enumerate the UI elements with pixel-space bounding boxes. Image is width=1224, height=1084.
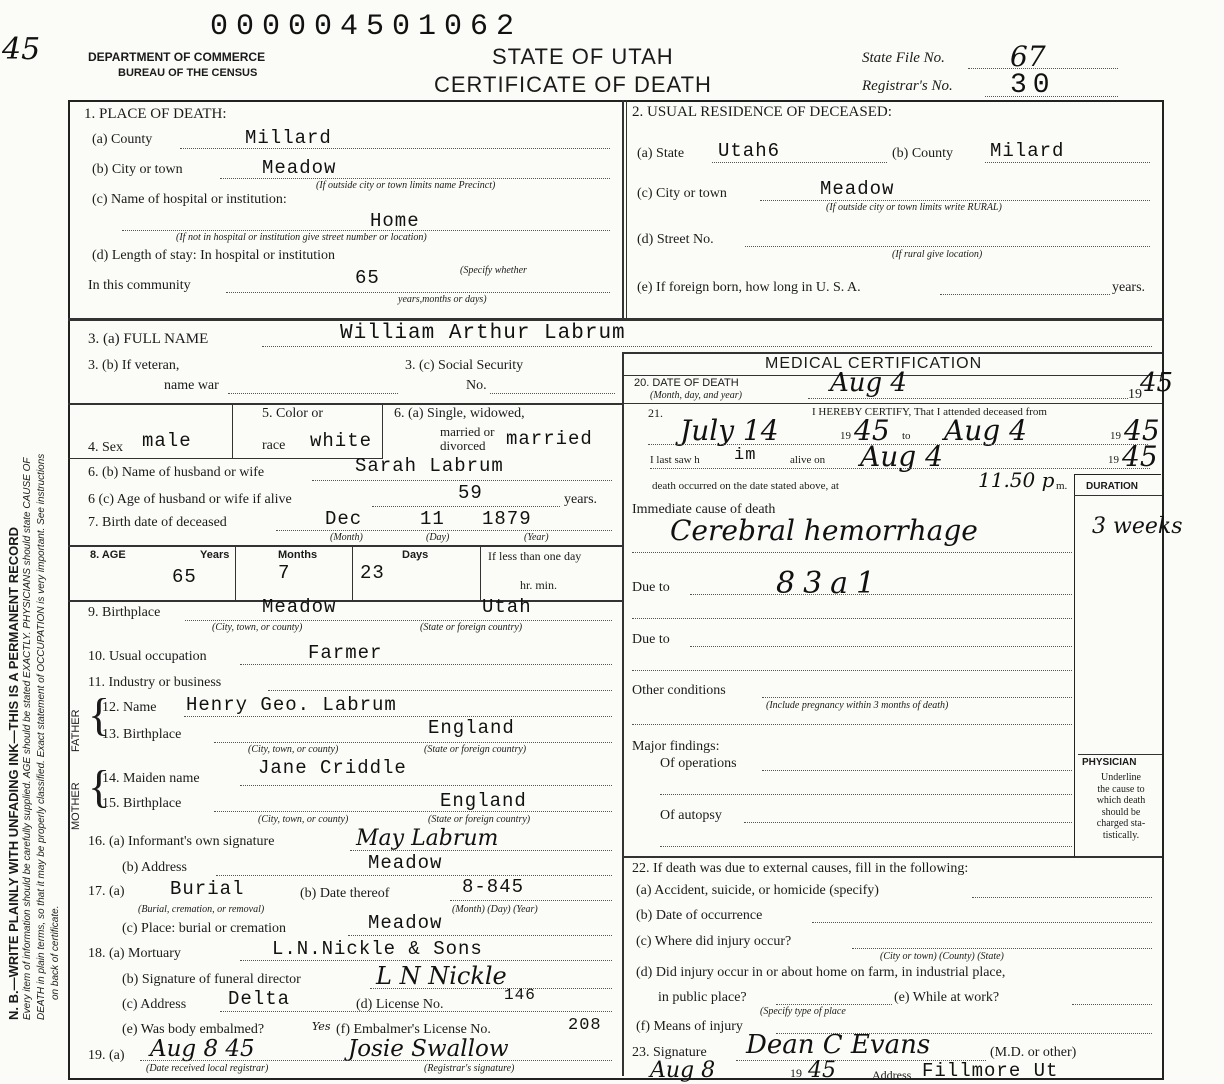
signature-address-label: Address	[872, 1068, 912, 1082]
mother-brace: {	[88, 761, 111, 812]
occupation-label: 10. Usual occupation	[88, 649, 207, 664]
spouse-age-unit: years.	[564, 492, 598, 507]
community-label: In this community	[88, 278, 191, 293]
burial-type-note: (Burial, cremation, or removal)	[138, 904, 265, 915]
informant-address: Meadow	[368, 852, 443, 874]
attended-from: July 14	[680, 414, 779, 447]
mother-birth-line	[214, 811, 612, 812]
county-line	[180, 148, 610, 149]
res-street-label: (d) Street No.	[637, 232, 714, 247]
age-days-label: Days	[402, 549, 429, 561]
dod-line	[808, 398, 1128, 399]
color-label: 5. Color or	[262, 406, 324, 421]
physician-box-line: should be	[1101, 806, 1141, 818]
stay-label: (d) Length of stay: In hospital or institution	[92, 248, 336, 263]
ss-no-label: No.	[466, 378, 487, 393]
external-d-label: (d) Did injury occur in or about home on farm, in industrial place,	[636, 965, 1006, 980]
city-value: Meadow	[262, 157, 337, 179]
autopsy-line	[744, 822, 1072, 823]
due1-code: 83a1	[776, 566, 884, 601]
external-e-label: (e) While at work?	[894, 990, 1000, 1005]
from-prefix: 19	[840, 430, 851, 442]
birth-day: 11	[420, 508, 445, 530]
res-years-label: years.	[1112, 280, 1146, 295]
other-note: (Include pregnancy within 3 months of death)	[766, 700, 949, 711]
burial-place-label: (c) Place: burial or cremation	[122, 921, 287, 936]
full-name-label: 3. (a) FULL NAME	[88, 331, 209, 347]
ymd-note: years,months or days)	[398, 294, 487, 305]
burial-place-line	[348, 935, 612, 936]
father-state-note: (State or foreign country)	[424, 744, 527, 755]
age-divider-3	[480, 545, 481, 600]
ss-line	[490, 393, 615, 394]
age-years-label: Years	[200, 549, 230, 561]
birth-month-note: (Month)	[330, 532, 363, 543]
res-city-value: Meadow	[820, 178, 895, 200]
last-saw-label: I last saw h	[650, 454, 700, 466]
autopsy-line-2	[660, 846, 1072, 847]
birthplace-city: Meadow	[262, 596, 337, 618]
mortuary-address-line	[220, 1011, 612, 1012]
informant-line	[350, 850, 612, 851]
full-name-value: William Arthur Labrum	[340, 322, 626, 345]
informant-address-label: (b) Address	[122, 860, 187, 875]
marital-value: married	[506, 428, 593, 450]
county-value: Millard	[245, 127, 332, 149]
father-birth-line	[214, 742, 612, 743]
mother-name-label: 14. Maiden name	[102, 771, 200, 786]
age-hr-min-label: hr. min.	[520, 578, 558, 592]
age-label: 8. AGE	[90, 549, 126, 561]
due1-line-2	[632, 618, 1072, 619]
operations-label: Of operations	[660, 756, 737, 771]
due2-line-2	[632, 670, 1072, 671]
res-city-note: (If outside city or town limits write RURAL)	[826, 202, 1002, 213]
director-line	[370, 988, 612, 989]
dod-year-prefix: 19	[1128, 387, 1142, 402]
immediate-label: Immediate cause of death	[632, 502, 776, 517]
place-type-note: (Specify type of place	[760, 1006, 846, 1017]
divider-birthplace-row	[68, 600, 624, 602]
spouse-age-value: 59	[458, 482, 483, 504]
external-c-line	[852, 948, 1152, 949]
m-label: m.	[1056, 480, 1068, 492]
mortuary-value: L.N.Nickle & Sons	[272, 938, 483, 960]
to-year: 45	[1124, 414, 1160, 447]
burial-label: 17. (a)	[88, 884, 125, 899]
registrar-sig-note: (Registrar's signature)	[424, 1063, 515, 1074]
physician-box-line: charged sta-	[1096, 818, 1146, 829]
age-months-label: Months	[278, 549, 318, 561]
cert-title: CERTIFICATE OF DEATH	[434, 72, 712, 97]
father-city-note: (City, town, or county)	[248, 744, 339, 755]
due2-label: Due to	[632, 632, 670, 647]
age-years: 65	[172, 566, 197, 588]
death-time: 11.50 p	[978, 468, 1055, 492]
external-a-label: (a) Accident, suicide, or homicide (specify)	[636, 883, 879, 898]
father-name-line	[184, 716, 612, 717]
date-received-note: (Date received local registrar)	[146, 1063, 269, 1074]
residence-title: 2. USUAL RESIDENCE OF DECEASED:	[632, 104, 892, 120]
mortuary-address: Delta	[228, 988, 291, 1010]
sex-value: male	[142, 430, 192, 452]
divorced-label: divorced	[440, 438, 486, 453]
margin-mark: 45	[2, 32, 41, 67]
state-title: STATE OF UTAH	[492, 44, 674, 69]
father-side-label: FATHER	[70, 709, 82, 752]
dept-line-2: BUREAU OF THE CENSUS	[118, 67, 258, 79]
physician-box-line: tistically.	[1102, 829, 1140, 841]
burial-mdy-note: (Month) (Day) (Year)	[452, 904, 538, 915]
res-street-note: (If rural give location)	[892, 249, 983, 260]
res-county-label: (b) County	[892, 146, 954, 161]
signature-year-prefix: 19	[790, 1066, 802, 1080]
divider-name-row	[68, 318, 1162, 321]
immediate-cause: Cerebral hemorrhage	[670, 514, 978, 547]
res-county-value: Milard	[990, 140, 1065, 162]
registrar-label: Registrar's No.	[862, 78, 953, 94]
burial-place: Meadow	[368, 912, 443, 934]
res-street-line	[745, 246, 1150, 247]
age-days: 23	[360, 562, 385, 584]
operations-line	[762, 770, 1072, 771]
place-of-death-title: 1. PLACE OF DEATH:	[84, 106, 227, 122]
due2-line	[690, 646, 1072, 647]
state-file-line	[968, 68, 1118, 69]
external-f-label: (f) Means of injury	[636, 1019, 743, 1034]
sidebar-instructions-2: DEATH in plain terms, so that it may be properly classified. Exact statement of OCCUPATION is very important. See instructions	[36, 453, 47, 1020]
to-label: to	[902, 430, 911, 442]
city-label: (b) City or town	[92, 162, 183, 177]
community-line	[226, 292, 610, 293]
cert-text: I HEREBY CERTIFY, That I attended deceased from	[812, 406, 1047, 418]
attended-to: Aug 4	[944, 414, 1027, 447]
mortuary-address-label: (c) Address	[122, 997, 187, 1012]
from-year: 45	[854, 414, 890, 447]
mother-name: Jane Criddle	[258, 757, 407, 779]
father-name-label: 12. Name	[102, 700, 157, 715]
to-prefix: 19	[1110, 430, 1121, 442]
marital-label: 6. (a) Single, widowed,	[394, 406, 525, 421]
external-d2-line	[776, 1004, 892, 1005]
birthplace-label: 9. Birthplace	[88, 605, 161, 620]
state-file-label: State File No.	[862, 50, 945, 66]
burial-date-label: (b) Date thereof	[300, 886, 390, 901]
industry-line	[268, 690, 612, 691]
director-label: (b) Signature of funeral director	[122, 972, 301, 987]
immediate-duration: 3 weeks	[1092, 514, 1183, 539]
dod-year: 45	[1140, 368, 1174, 398]
informant-signature: May Labrum	[356, 826, 499, 851]
city-note: (If outside city or town limits name Precinct)	[316, 180, 496, 191]
registrar-line-19	[140, 1060, 612, 1061]
embalmer-license: 208	[568, 1016, 602, 1035]
external-a-line	[972, 897, 1152, 898]
date-received: Aug 8 45	[150, 1036, 255, 1062]
physician-box-title: PHYSICIAN	[1082, 757, 1137, 768]
physician-box-text	[1084, 772, 1158, 841]
last-prefix: 19	[1108, 454, 1119, 466]
divider-medical-vertical	[622, 352, 624, 1076]
res-state-line	[712, 162, 887, 163]
birth-year: 1879	[482, 508, 532, 530]
race-label: race	[262, 438, 286, 453]
due1-line	[690, 594, 1072, 595]
medical-title: MEDICAL CERTIFICATION	[765, 355, 983, 372]
burial-value: Burial	[170, 878, 245, 900]
last-year: 45	[1122, 440, 1158, 473]
signature-date: Aug 8	[650, 1058, 716, 1083]
registrar-section-label: 19. (a)	[88, 1048, 125, 1063]
birthplace-state: Utah	[482, 596, 532, 618]
divider-age-row	[68, 545, 624, 547]
license-value: 146	[504, 986, 536, 1004]
other-line-2	[632, 724, 1072, 725]
city-line	[220, 178, 610, 179]
major-label: Major findings:	[632, 739, 720, 754]
md-label: (M.D. or other)	[990, 1045, 1077, 1060]
spouse-age-label: 6 (c) Age of husband or wife if alive	[88, 492, 292, 507]
spouse-value: Sarah Labrum	[355, 455, 504, 477]
birthplace-line	[185, 620, 612, 621]
father-birth: England	[428, 717, 515, 739]
informant-label: 16. (a) Informant's own signature	[88, 834, 275, 849]
physician-box-line: which death	[1096, 795, 1146, 806]
divider-top-vertical	[622, 100, 624, 318]
last-saw-line	[650, 468, 1150, 469]
dod-value: Aug 4	[830, 368, 907, 398]
divider-top-vertical-2	[626, 100, 627, 318]
hospital-line	[122, 230, 610, 231]
sidebar-instructions-3: on back of certificate.	[50, 905, 61, 1000]
name-war-label: name war	[164, 378, 219, 393]
county-label: (a) County	[92, 132, 153, 147]
age-months: 7	[278, 562, 291, 584]
age-divider-2	[352, 545, 353, 600]
hospital-value: Home	[370, 210, 420, 232]
due1-label: Due to	[632, 580, 670, 595]
immediate-line	[632, 552, 1072, 553]
res-state-value: Utah6	[718, 140, 781, 162]
external-c-label: (c) Where did injury occur?	[636, 934, 792, 949]
birth-month: Dec	[325, 508, 363, 530]
divider-race-marital	[382, 403, 383, 459]
name-war-line	[228, 393, 398, 394]
race-value: white	[310, 430, 373, 452]
signature-label: 23. Signature	[632, 1045, 707, 1060]
spouse-age-line	[372, 506, 560, 507]
external-e-line	[1072, 1004, 1152, 1005]
state-file-value: 67	[1010, 40, 1046, 73]
occupation-line	[240, 664, 612, 665]
physician-box-line: the cause to	[1097, 783, 1145, 795]
external-b-line	[812, 922, 1152, 923]
embalmer-label: (f) Embalmer's License No.	[336, 1022, 491, 1037]
last-saw-him: im	[734, 446, 757, 465]
divider-sex-race	[232, 403, 233, 459]
duration-header-line	[1074, 495, 1162, 496]
sidebar-warning: N. B.—WRITE PLAINLY WITH UNFADING INK—THIS IS A PERMANENT RECORD	[6, 526, 21, 1020]
mother-state-note: (State or foreign country)	[428, 814, 531, 825]
mother-side-label: MOTHER	[70, 782, 82, 830]
res-foreign-label: (e) If foreign born, how long in U. S. A.	[637, 280, 861, 295]
sidebar-instructions-1: Every item of information should be carefully supplied. AGE should be stated EXACTLY. PHYSICIANS should state CAUSE OF	[22, 457, 33, 1020]
birth-year-note: (Year)	[524, 532, 549, 543]
spouse-line	[312, 480, 612, 481]
signature-address: Fillmore Ut	[922, 1060, 1059, 1082]
birth-day-note: (Day)	[426, 532, 450, 543]
operations-line-2	[660, 794, 1072, 795]
external-b-label: (b) Date of occurrence	[636, 908, 763, 923]
occupation-value: Farmer	[308, 642, 383, 664]
married-label: married or	[440, 424, 495, 439]
dod-note: (Month, day, and year)	[650, 390, 742, 401]
father-birth-label: 13. Birthplace	[102, 727, 182, 742]
divider-sex-bottom	[68, 458, 383, 459]
birthplace-state-note: (State or foreign country)	[420, 622, 523, 633]
res-state-label: (a) State	[637, 146, 685, 161]
file-number: 000004501062	[210, 10, 523, 44]
res-foreign-line	[940, 294, 1110, 295]
external-c-note: (City or town) (County) (State)	[880, 951, 1004, 962]
duration-label: DURATION	[1086, 481, 1139, 492]
last-saw-date: Aug 4	[860, 440, 943, 473]
license-label: (d) License No.	[356, 997, 444, 1012]
res-county-line	[985, 162, 1150, 163]
divider-medical-top	[622, 352, 1162, 354]
dod-label: 20. DATE OF DEATH	[634, 377, 739, 389]
age-lt-day-label: If less than one day	[488, 549, 582, 563]
hospital-label: (c) Name of hospital or institution:	[92, 192, 287, 207]
embalmed-label: (e) Was body embalmed?	[122, 1022, 265, 1037]
alive-label: alive on	[790, 454, 826, 466]
mother-birth: England	[440, 790, 527, 812]
burial-date: 8-845	[462, 876, 525, 898]
external-title: 22. If death was due to external causes, fill in the following:	[632, 861, 969, 876]
registrar-signature: Josie Swallow	[348, 1036, 509, 1062]
res-city-label: (c) City or town	[637, 186, 727, 201]
physician-box-top	[1078, 754, 1162, 755]
autopsy-label: Of autopsy	[660, 808, 722, 823]
father-brace: {	[88, 689, 111, 740]
divider-sex-row	[68, 403, 624, 405]
dept-line-1: DEPARTMENT OF COMMERCE	[88, 50, 266, 64]
mortuary-line	[240, 960, 612, 961]
community-value: 65	[355, 267, 380, 289]
divider-dod	[622, 403, 1162, 404]
registrar-value: 30	[1010, 70, 1056, 101]
embalmed-value: Yes	[312, 1020, 331, 1033]
birth-date-label: 7. Birth date of deceased	[88, 515, 227, 530]
mother-name-line	[240, 785, 612, 786]
mortuary-label: 18. (a) Mortuary	[88, 946, 181, 961]
ss-label: 3. (c) Social Security	[405, 358, 524, 373]
other-label: Other conditions	[632, 683, 726, 698]
informant-address-line	[216, 875, 612, 876]
death-occurred-label: death occurred on the date stated above, at	[652, 480, 839, 492]
burial-date-line	[450, 900, 612, 901]
age-divider-1	[235, 545, 236, 600]
full-name-line	[262, 346, 1152, 347]
industry-label: 11. Industry or business	[88, 675, 222, 690]
physician-box-line: Underline	[1101, 772, 1141, 783]
birthplace-city-note: (City, town, or county)	[212, 622, 303, 633]
other-line	[762, 697, 1072, 698]
signature-year: 45	[808, 1058, 836, 1083]
veteran-label: 3. (b) If veteran,	[88, 358, 180, 373]
cert-label: 21.	[648, 406, 663, 420]
res-city-line	[760, 200, 1150, 201]
mother-birth-label: 15. Birthplace	[102, 796, 182, 811]
physician-signature: Dean C Evans	[746, 1030, 931, 1060]
mother-city-note: (City, town, or county)	[258, 814, 349, 825]
birth-date-line	[276, 530, 612, 531]
sex-label: 4. Sex	[88, 440, 123, 455]
external-d2-label: in public place?	[658, 990, 747, 1005]
specify-note: (Specify whether	[460, 265, 527, 276]
registrar-line	[985, 96, 1118, 97]
director-signature: L N Nickle	[376, 962, 507, 990]
hospital-note: (If not in hospital or institution give street number or location)	[176, 232, 427, 243]
spouse-label: 6. (b) Name of husband or wife	[88, 465, 265, 480]
father-name: Henry Geo. Labrum	[186, 694, 397, 716]
